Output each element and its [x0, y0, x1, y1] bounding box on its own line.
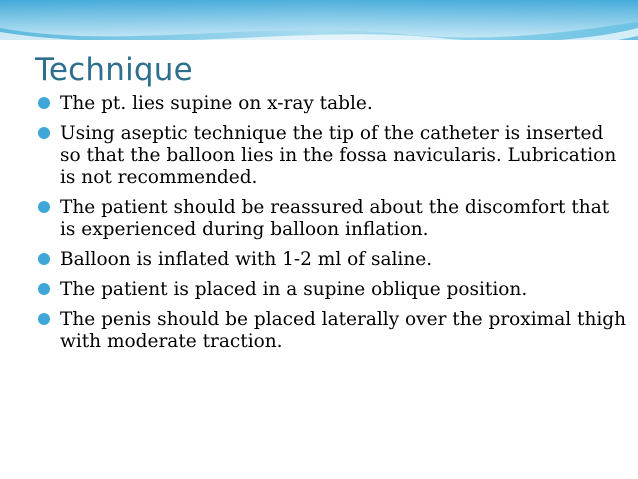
bullet-text: The pt. lies supine on x-ray table. [60, 93, 373, 114]
bullet-list [38, 93, 628, 361]
bullet-dot-icon [38, 97, 50, 109]
list-item [38, 123, 628, 189]
bullet-dot-icon [38, 313, 50, 325]
list-item [38, 249, 628, 271]
bullet-text: The patient is placed in a supine oblique position. [60, 279, 528, 300]
bullet-text: Balloon is inflated with 1-2 ml of saline. [60, 249, 433, 270]
bullet-dot-icon [38, 253, 50, 265]
list-item [38, 197, 628, 241]
list-item [38, 93, 628, 115]
bullet-dot-icon [38, 201, 50, 213]
list-item [38, 309, 628, 353]
bullet-text: The penis should be placed laterally over the proximal thigh with moderate traction. [60, 309, 627, 352]
bullet-dot-icon [38, 127, 50, 139]
slide-title: Technique [35, 52, 193, 88]
bullet-text: The patient should be reassured about the discomfort that is experienced during balloon inflation. [60, 197, 610, 240]
list-item [38, 279, 628, 301]
bullet-text: Using aseptic technique the tip of the catheter is inserted so that the balloon lies in the fossa navicularis. Lubrication is not recommended. [60, 123, 617, 188]
bullet-dot-icon [38, 283, 50, 295]
